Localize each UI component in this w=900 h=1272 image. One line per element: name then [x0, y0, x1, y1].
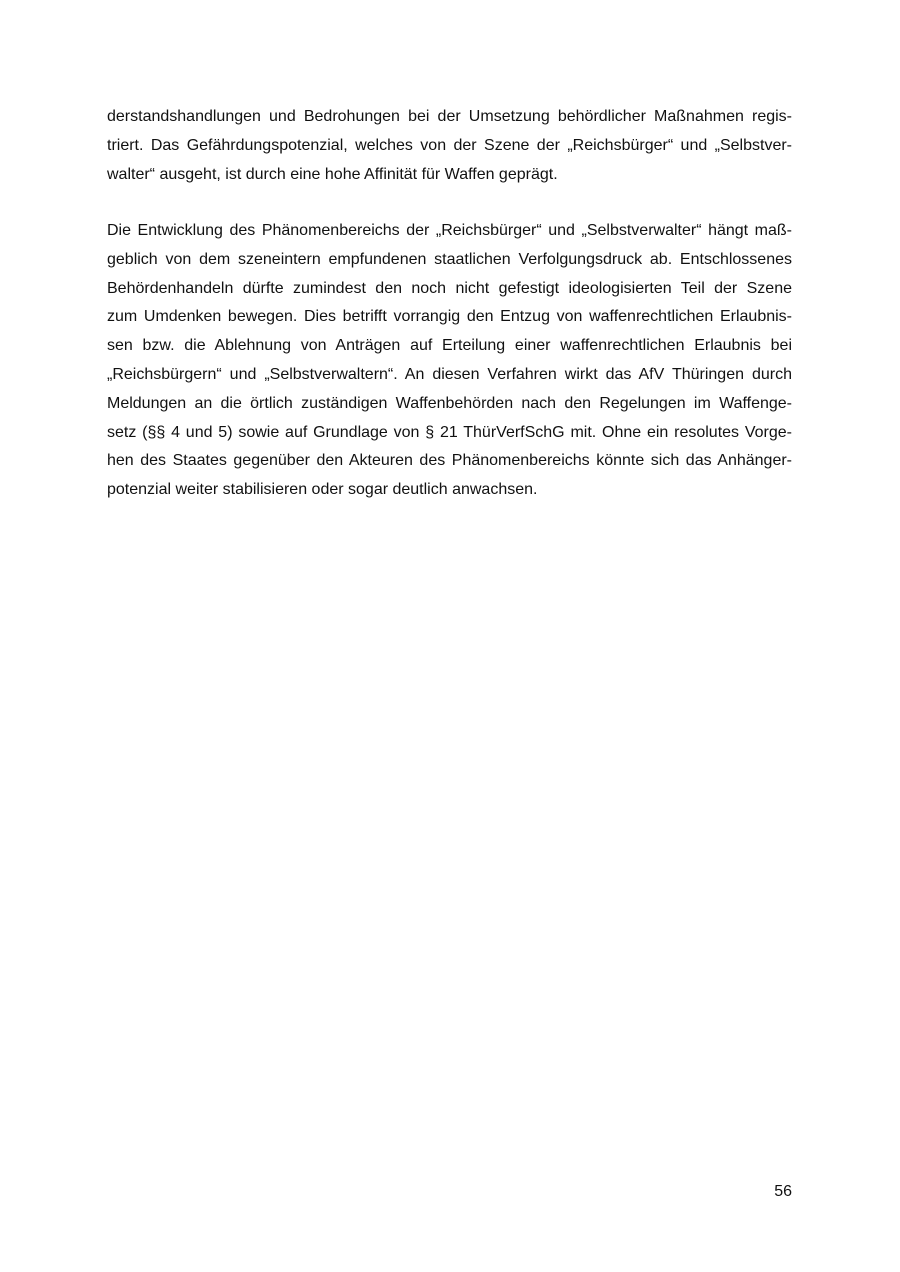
text-line: potenzial weiter stabilisieren oder sogar deutlich anwachsen.	[107, 481, 538, 499]
text-line: „Reichsbürgern“ und „Selbstverwaltern“. An diesen Verfahren wirkt das AfV Thüringen durch	[107, 365, 792, 383]
text-line: derstandshandlungen und Bedrohungen bei der Umsetzung behördlicher Maßnahmen regis-	[107, 108, 792, 125]
paragraph-1	[107, 103, 792, 189]
paragraph-2	[107, 217, 792, 505]
page-number: 56	[774, 1183, 792, 1200]
text-line: Behördenhandeln dürfte zumindest den noch nicht gefestigt ideologisierten Teil der Szene	[107, 279, 792, 297]
text-line: walter“ ausgeht, ist durch eine hohe Affinität für Waffen geprägt.	[107, 165, 558, 183]
text-line: geblich von dem szeneintern empfundenen staatlichen Verfolgungsdruck ab. Entschlossenes	[107, 250, 792, 268]
text-line: hen des Staates gegenüber den Akteuren des Phänomenbereichs könnte sich das Anhänger-	[107, 452, 792, 470]
text-line: triert. Das Gefährdungspotenzial, welches von der Szene der „Reichsbürger“ und „Selbstver-	[107, 136, 792, 154]
text-line: setz (§§ 4 und 5) sowie auf Grundlage von § 21 ThürVerfSchG mit. Ohne ein resolutes Vorge-	[107, 423, 792, 441]
text-line: Die Entwicklung des Phänomenbereichs der „Reichsbürger“ und „Selbstverwalter“ hängt maß-	[107, 222, 792, 239]
text-line: zum Umdenken bewegen. Dies betrifft vorrangig den Entzug von waffenrechtlichen Erlaubnis-	[107, 308, 792, 326]
text-line: Meldungen an die örtlich zuständigen Waffenbehörden nach den Regelungen im Waffenge-	[107, 394, 792, 412]
text-line: sen bzw. die Ablehnung von Anträgen auf Erteilung einer waffenrechtlichen Erlaubnis bei	[107, 337, 792, 355]
